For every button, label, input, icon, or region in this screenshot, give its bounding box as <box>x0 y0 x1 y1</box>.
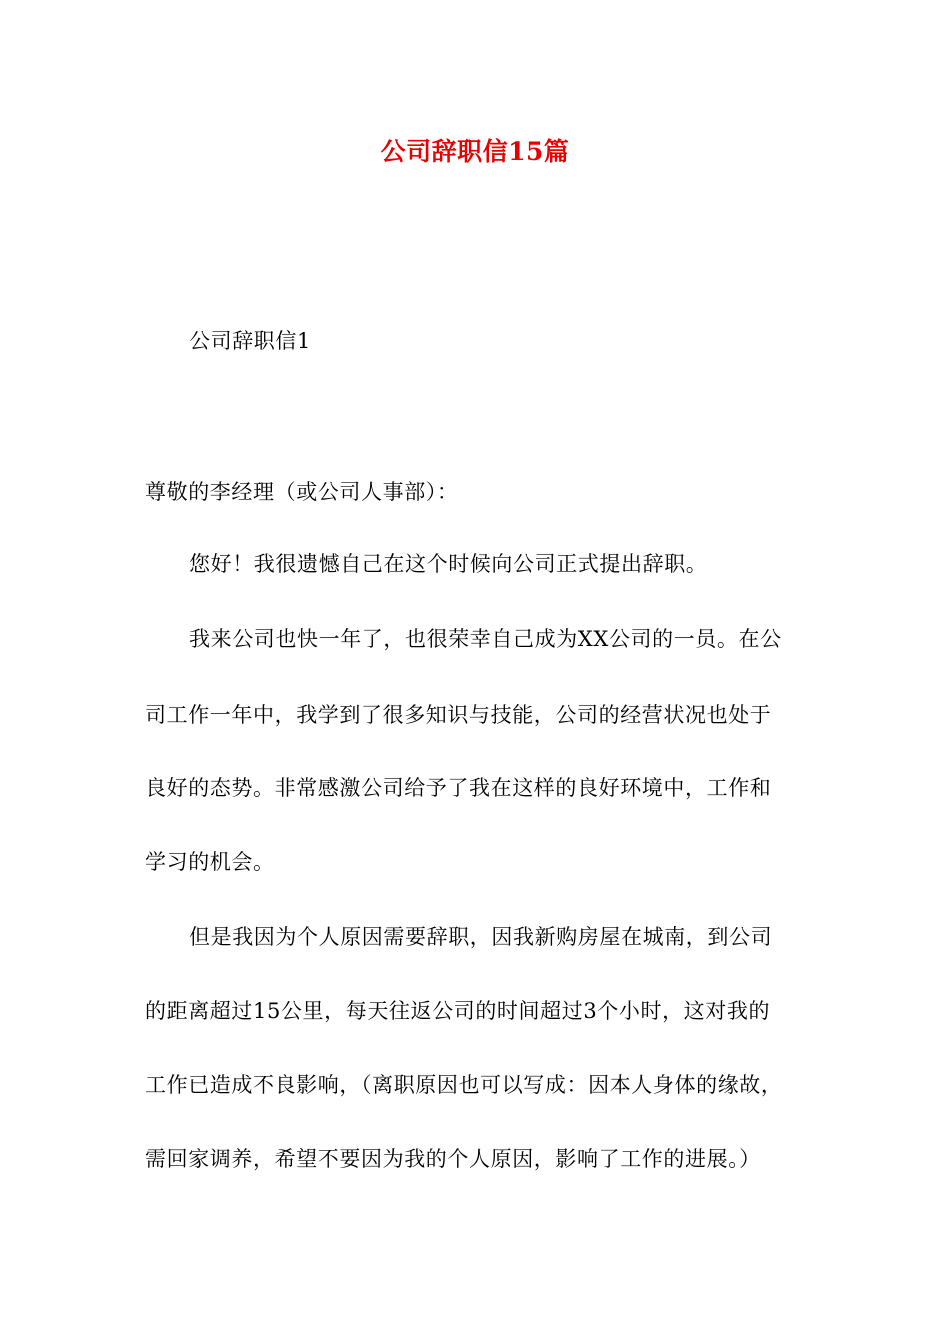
paragraph-line: 工作已造成不良影响，（离职原因也可以写成：因本人身体的缘故， <box>145 1073 783 1097</box>
paragraph-line: 学习的机会。 <box>145 850 275 874</box>
paragraph-line: 您好！我很遗憾自己在这个时候向公司正式提出辞职。 <box>189 552 708 576</box>
section-heading: 公司辞职信1 <box>189 329 311 353</box>
paragraph-line: 需回家调养，希望不要因为我的个人原因，影响了工作的进展。） <box>145 1147 761 1171</box>
paragraph-line: 的距离超过15公里，每天往返公司的时间超过3个小时，这对我的 <box>145 999 771 1023</box>
salutation: 尊敬的李经理（或公司人事部）： <box>145 480 459 504</box>
paragraph-line: 良好的态势。非常感激公司给予了我在这样的良好环境中，工作和 <box>145 776 772 800</box>
paragraph-line: 司工作一年中，我学到了很多知识与技能，公司的经营状况也处于 <box>145 703 772 727</box>
paragraph-line: 但是我因为个人原因需要辞职，因我新购房屋在城南，到公司 <box>189 925 773 949</box>
paragraph-line: 我来公司也快一年了，也很荣幸自己成为XX公司的一员。在公 <box>189 627 782 651</box>
document-title: 公司辞职信15篇 <box>380 137 570 166</box>
